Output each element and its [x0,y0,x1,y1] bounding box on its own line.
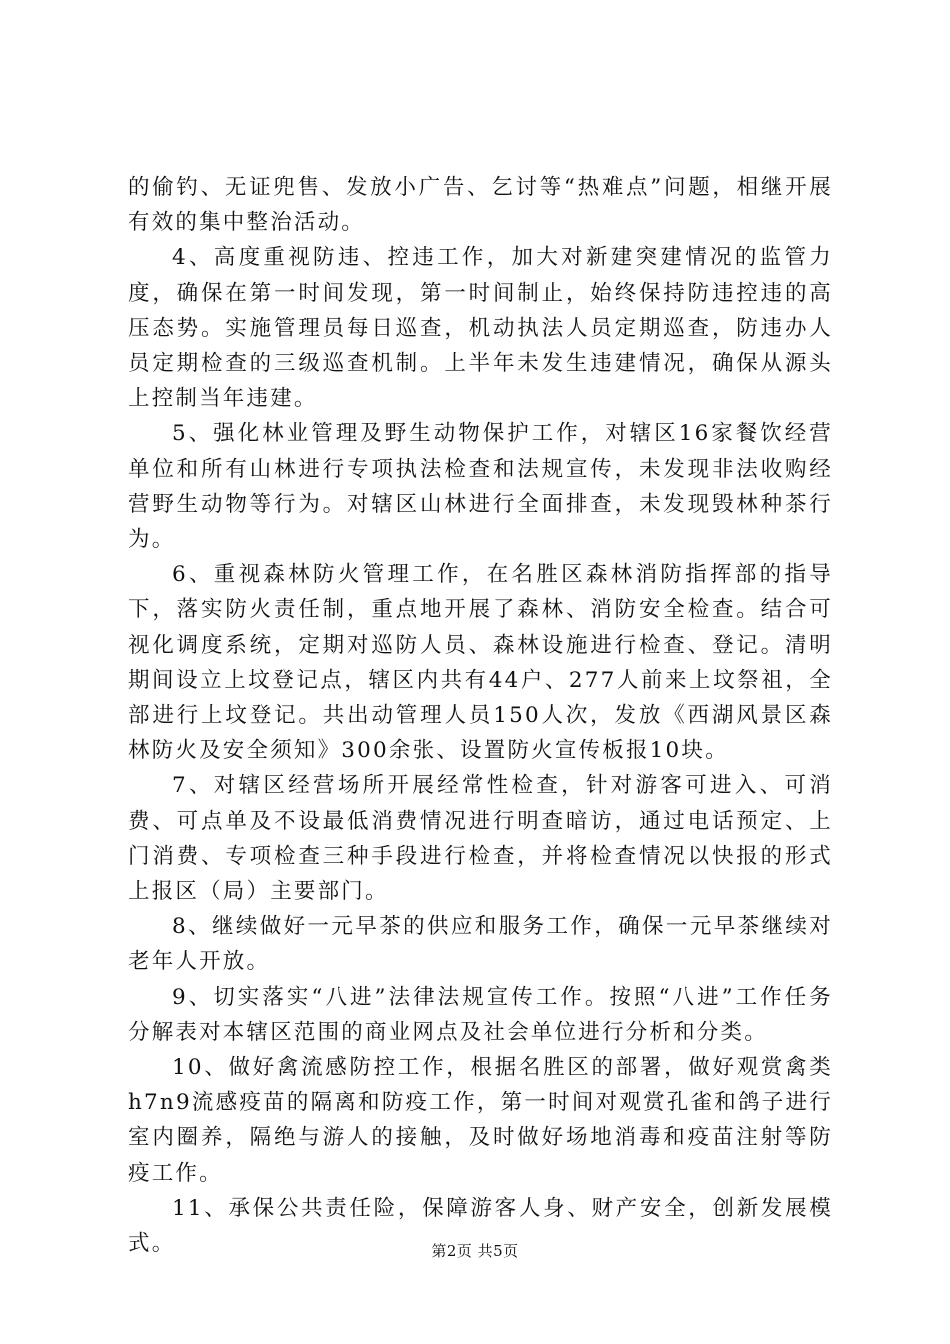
paragraph-item-9: 9、切实落实“八进”法律法规宣传工作。按照“八进”工作任务分解表对本辖区范围的商业网点及社会单位进行分析和分类。 [128,984,833,1045]
paragraph-item-8: 8、继续做好一元早茶的供应和服务工作，确保一元早茶继续对老年人开放。 [128,914,833,975]
paragraph-item-7: 7、对辖区经营场所开展经常性检查，针对游客可进入、可消费、可点单及不设最低消费情况进行明查暗访，通过电话预定、上门消费、专项检查三种手段进行检查，并将检查情况以快报的形式上报区（局）主要部门。 [128,773,833,905]
paragraph-item-5: 5、强化林业管理及野生动物保护工作，对辖区16家餐饮经营单位和所有山林进行专项执法检查和法规宣传，未发现非法收购经营野生动物等行为。对辖区山林进行全面排查，未发现毁林种茶行为。 [128,421,833,553]
document-body [128,170,833,1261]
page-footer: 第2页 共5页 [431,1242,519,1260]
paragraph-item-11: 11、承保公共责任险，保障游客人身、财产安全，创新发展模式。 [128,1195,833,1257]
paragraph-item-4: 4、高度重视防违、控违工作，加大对新建突建情况的监管力度，确保在第一时间发现，第一时间制止，始终保持防违控违的高压态势。实施管理员每日巡查，机动执法人员定期巡查，防违办人员定期检查的三级巡查机制。上半年未发生违建情况，确保从源头上控制当年违建。 [128,245,833,412]
paragraph-item-6: 6、重视森林防火管理工作，在名胜区森林消防指挥部的指导下，落实防火责任制，重点地开展了森林、消防安全检查。结合可视化调度系统，定期对巡防人员、森林设施进行检查、登记。清明期间设立上坟登记点，辖区内共有44户、277人前来上坟祭祖，全部进行上坟登记。共出动管理人员150人次，发放《西湖风景区森林防火及安全须知》300余张、设置防火宣传板报10块。 [128,562,833,764]
paragraph-continuation: 的偷钓、无证兜售、发放小广告、乞讨等“热难点”问题，相继开展有效的集中整治活动。 [128,175,833,236]
paragraph-item-10: 10、做好禽流感防控工作，根据名胜区的部署，做好观赏禽类h7n9流感疫苗的隔离和防疫工作，第一时间对观赏孔雀和鸽子进行室内圈养，隔绝与游人的接触，及时做好场地消毒和疫苗注射等防疫工作。 [128,1055,833,1186]
